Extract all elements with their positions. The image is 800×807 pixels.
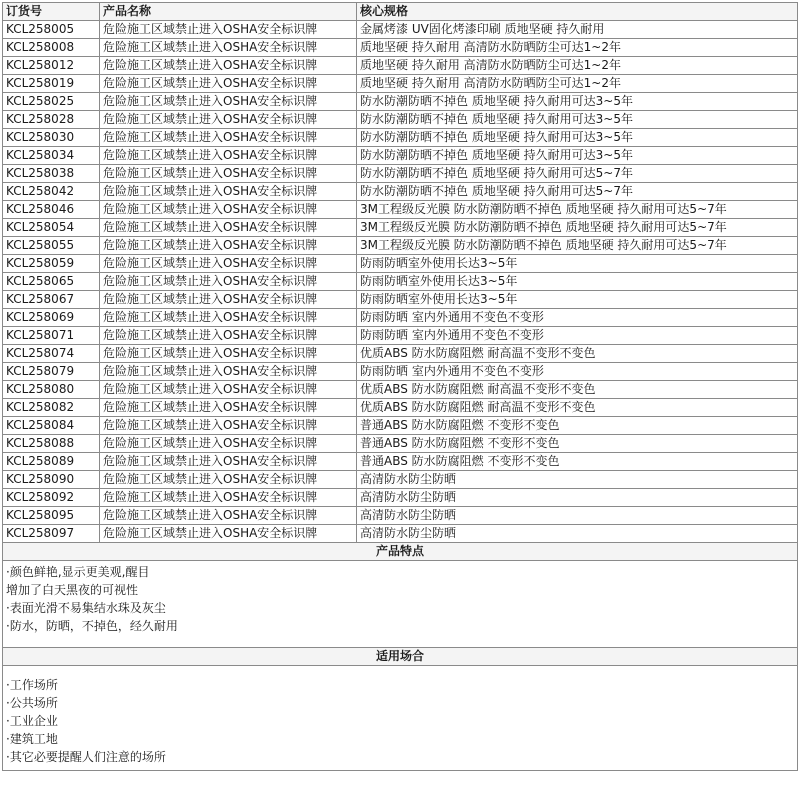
cell-order-no: KCL258019 xyxy=(3,75,100,93)
applications-item: ·建筑工地 xyxy=(6,732,58,746)
cell-core-spec: 金属烤漆 UV固化烤漆印刷 质地坚硬 持久耐用 xyxy=(357,21,798,39)
applications-section xyxy=(3,648,798,771)
cell-product-name: 危险施工区域禁止进入OSHA安全标识牌 xyxy=(100,75,357,93)
cell-order-no: KCL258012 xyxy=(3,57,100,75)
cell-order-no: KCL258074 xyxy=(3,345,100,363)
header-core-spec: 核心规格 xyxy=(357,3,798,21)
cell-product-name: 危险施工区域禁止进入OSHA安全标识牌 xyxy=(100,147,357,165)
applications-item: ·工作场所 xyxy=(6,678,58,692)
cell-core-spec: 优质ABS 防水防腐阻燃 耐高温不变形不变色 xyxy=(357,345,798,363)
applications-title: 适用场合 xyxy=(3,648,798,666)
cell-product-name: 危险施工区域禁止进入OSHA安全标识牌 xyxy=(100,525,357,543)
features-list xyxy=(3,561,798,648)
cell-order-no: KCL258084 xyxy=(3,417,100,435)
table-row xyxy=(3,75,798,93)
applications-spacer xyxy=(6,668,797,676)
table-row xyxy=(3,273,798,291)
table-row xyxy=(3,237,798,255)
table-row xyxy=(3,165,798,183)
cell-core-spec: 高清防水防尘防晒 xyxy=(357,525,798,543)
cell-order-no: KCL258097 xyxy=(3,525,100,543)
cell-order-no: KCL258025 xyxy=(3,93,100,111)
applications-item: ·工业企业 xyxy=(6,714,58,728)
features-spacer xyxy=(6,635,797,643)
cell-product-name: 危险施工区域禁止进入OSHA安全标识牌 xyxy=(100,471,357,489)
table-row xyxy=(3,291,798,309)
table-row xyxy=(3,471,798,489)
table-row xyxy=(3,417,798,435)
cell-order-no: KCL258069 xyxy=(3,309,100,327)
cell-product-name: 危险施工区域禁止进入OSHA安全标识牌 xyxy=(100,57,357,75)
table-row xyxy=(3,399,798,417)
cell-order-no: KCL258082 xyxy=(3,399,100,417)
cell-core-spec: 质地坚硬 持久耐用 高清防水防晒防尘可达1~2年 xyxy=(357,57,798,75)
cell-product-name: 危险施工区域禁止进入OSHA安全标识牌 xyxy=(100,291,357,309)
spec-table xyxy=(2,2,798,771)
applications-body-row xyxy=(3,666,798,771)
cell-product-name: 危险施工区域禁止进入OSHA安全标识牌 xyxy=(100,309,357,327)
cell-product-name: 危险施工区域禁止进入OSHA安全标识牌 xyxy=(100,417,357,435)
features-body-row xyxy=(3,561,798,648)
cell-order-no: KCL258080 xyxy=(3,381,100,399)
cell-core-spec: 3M工程级反光膜 防水防潮防晒不掉色 质地坚硬 持久耐用可达5~7年 xyxy=(357,237,798,255)
table-row xyxy=(3,489,798,507)
cell-core-spec: 防水防潮防晒不掉色 质地坚硬 持久耐用可达3~5年 xyxy=(357,111,798,129)
cell-order-no: KCL258059 xyxy=(3,255,100,273)
table-row xyxy=(3,453,798,471)
table-row xyxy=(3,93,798,111)
cell-core-spec: 防雨防晒 室内外通用不变色不变形 xyxy=(357,327,798,345)
cell-order-no: KCL258038 xyxy=(3,165,100,183)
table-row xyxy=(3,219,798,237)
cell-order-no: KCL258034 xyxy=(3,147,100,165)
table-row xyxy=(3,57,798,75)
cell-core-spec: 防水防潮防晒不掉色 质地坚硬 持久耐用可达5~7年 xyxy=(357,165,798,183)
cell-product-name: 危险施工区域禁止进入OSHA安全标识牌 xyxy=(100,399,357,417)
table-row xyxy=(3,129,798,147)
cell-order-no: KCL258055 xyxy=(3,237,100,255)
spec-table-body xyxy=(3,3,798,543)
cell-product-name: 危险施工区域禁止进入OSHA安全标识牌 xyxy=(100,237,357,255)
table-row xyxy=(3,111,798,129)
cell-core-spec: 防水防潮防晒不掉色 质地坚硬 持久耐用可达3~5年 xyxy=(357,147,798,165)
cell-order-no: KCL258095 xyxy=(3,507,100,525)
cell-order-no: KCL258046 xyxy=(3,201,100,219)
cell-order-no: KCL258071 xyxy=(3,327,100,345)
cell-product-name: 危险施工区域禁止进入OSHA安全标识牌 xyxy=(100,345,357,363)
cell-core-spec: 普通ABS 防水防腐阻燃 不变形不变色 xyxy=(357,453,798,471)
table-row xyxy=(3,183,798,201)
cell-core-spec: 普通ABS 防水防腐阻燃 不变形不变色 xyxy=(357,435,798,453)
cell-core-spec: 优质ABS 防水防腐阻燃 耐高温不变形不变色 xyxy=(357,399,798,417)
table-row xyxy=(3,309,798,327)
table-row xyxy=(3,255,798,273)
features-item: ·表面光滑不易集结水珠及灰尘 xyxy=(6,601,166,615)
cell-core-spec: 防雨防晒 室内外通用不变色不变形 xyxy=(357,363,798,381)
cell-order-no: KCL258067 xyxy=(3,291,100,309)
cell-product-name: 危险施工区域禁止进入OSHA安全标识牌 xyxy=(100,201,357,219)
cell-order-no: KCL258088 xyxy=(3,435,100,453)
applications-list xyxy=(3,666,798,771)
applications-item: ·其它必要提醒人们注意的场所 xyxy=(6,750,166,764)
cell-product-name: 危险施工区域禁止进入OSHA安全标识牌 xyxy=(100,255,357,273)
cell-product-name: 危险施工区域禁止进入OSHA安全标识牌 xyxy=(100,363,357,381)
cell-core-spec: 高清防水防尘防晒 xyxy=(357,489,798,507)
cell-core-spec: 质地坚硬 持久耐用 高清防水防晒防尘可达1~2年 xyxy=(357,75,798,93)
cell-order-no: KCL258079 xyxy=(3,363,100,381)
cell-core-spec: 防雨防晒室外使用长达3~5年 xyxy=(357,291,798,309)
cell-product-name: 危险施工区域禁止进入OSHA安全标识牌 xyxy=(100,165,357,183)
cell-core-spec: 普通ABS 防水防腐阻燃 不变形不变色 xyxy=(357,417,798,435)
features-title: 产品特点 xyxy=(3,543,798,561)
cell-core-spec: 防雨防晒 室内外通用不变色不变形 xyxy=(357,309,798,327)
table-row xyxy=(3,21,798,39)
cell-order-no: KCL258089 xyxy=(3,453,100,471)
cell-product-name: 危险施工区域禁止进入OSHA安全标识牌 xyxy=(100,129,357,147)
cell-product-name: 危险施工区域禁止进入OSHA安全标识牌 xyxy=(100,489,357,507)
table-row xyxy=(3,381,798,399)
cell-core-spec: 高清防水防尘防晒 xyxy=(357,507,798,525)
cell-core-spec: 防雨防晒室外使用长达3~5年 xyxy=(357,273,798,291)
cell-core-spec: 防水防潮防晒不掉色 质地坚硬 持久耐用可达3~5年 xyxy=(357,93,798,111)
header-product-name: 产品名称 xyxy=(100,3,357,21)
features-item: ·防水，防晒，不掉色，经久耐用 xyxy=(6,619,178,633)
product-spec-sheet xyxy=(2,2,797,771)
cell-core-spec: 防水防潮防晒不掉色 质地坚硬 持久耐用可达3~5年 xyxy=(357,129,798,147)
table-row xyxy=(3,435,798,453)
cell-product-name: 危险施工区域禁止进入OSHA安全标识牌 xyxy=(100,381,357,399)
cell-product-name: 危险施工区域禁止进入OSHA安全标识牌 xyxy=(100,273,357,291)
cell-core-spec: 3M工程级反光膜 防水防潮防晒不掉色 质地坚硬 持久耐用可达5~7年 xyxy=(357,219,798,237)
applications-title-row xyxy=(3,648,798,666)
cell-order-no: KCL258030 xyxy=(3,129,100,147)
features-item: ·颜色鲜艳,显示更美观,醒目 xyxy=(6,565,150,579)
header-order-no: 订货号 xyxy=(3,3,100,21)
table-row xyxy=(3,147,798,165)
cell-product-name: 危险施工区域禁止进入OSHA安全标识牌 xyxy=(100,219,357,237)
table-row xyxy=(3,39,798,57)
table-row xyxy=(3,327,798,345)
table-row xyxy=(3,525,798,543)
table-row xyxy=(3,507,798,525)
cell-order-no: KCL258042 xyxy=(3,183,100,201)
cell-order-no: KCL258090 xyxy=(3,471,100,489)
features-title-row xyxy=(3,543,798,561)
cell-core-spec: 高清防水防尘防晒 xyxy=(357,471,798,489)
cell-product-name: 危险施工区域禁止进入OSHA安全标识牌 xyxy=(100,39,357,57)
table-row xyxy=(3,345,798,363)
cell-product-name: 危险施工区域禁止进入OSHA安全标识牌 xyxy=(100,453,357,471)
table-row xyxy=(3,363,798,381)
cell-order-no: KCL258005 xyxy=(3,21,100,39)
cell-core-spec: 质地坚硬 持久耐用 高清防水防晒防尘可达1~2年 xyxy=(357,39,798,57)
cell-product-name: 危险施工区域禁止进入OSHA安全标识牌 xyxy=(100,111,357,129)
cell-core-spec: 防水防潮防晒不掉色 质地坚硬 持久耐用可达5~7年 xyxy=(357,183,798,201)
cell-core-spec: 防雨防晒室外使用长达3~5年 xyxy=(357,255,798,273)
cell-order-no: KCL258065 xyxy=(3,273,100,291)
cell-product-name: 危险施工区域禁止进入OSHA安全标识牌 xyxy=(100,435,357,453)
cell-order-no: KCL258008 xyxy=(3,39,100,57)
applications-item: ·公共场所 xyxy=(6,696,58,710)
features-section xyxy=(3,543,798,648)
features-item: 增加了白天黑夜的可视性 xyxy=(6,583,139,597)
cell-product-name: 危险施工区域禁止进入OSHA安全标识牌 xyxy=(100,327,357,345)
cell-product-name: 危险施工区域禁止进入OSHA安全标识牌 xyxy=(100,21,357,39)
cell-product-name: 危险施工区域禁止进入OSHA安全标识牌 xyxy=(100,507,357,525)
cell-product-name: 危险施工区域禁止进入OSHA安全标识牌 xyxy=(100,93,357,111)
cell-core-spec: 优质ABS 防水防腐阻燃 耐高温不变形不变色 xyxy=(357,381,798,399)
cell-order-no: KCL258054 xyxy=(3,219,100,237)
table-row xyxy=(3,201,798,219)
cell-core-spec: 3M工程级反光膜 防水防潮防晒不掉色 质地坚硬 持久耐用可达5~7年 xyxy=(357,201,798,219)
cell-order-no: KCL258092 xyxy=(3,489,100,507)
table-header-row xyxy=(3,3,798,21)
cell-order-no: KCL258028 xyxy=(3,111,100,129)
cell-product-name: 危险施工区域禁止进入OSHA安全标识牌 xyxy=(100,183,357,201)
